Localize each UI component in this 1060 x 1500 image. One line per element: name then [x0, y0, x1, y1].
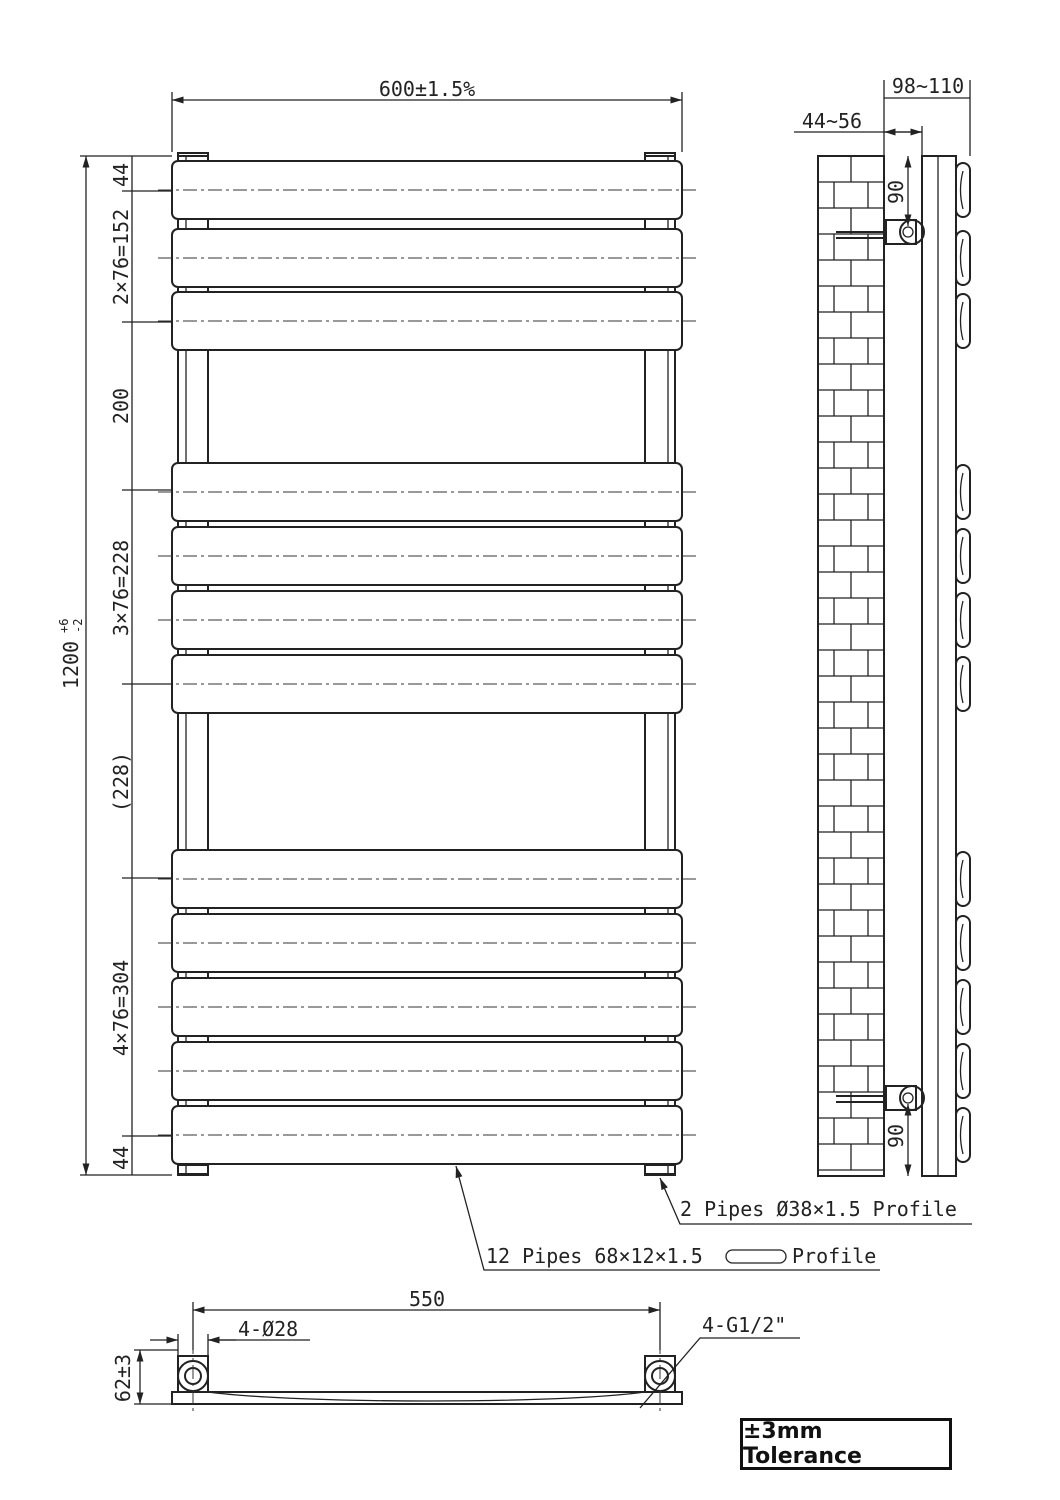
hole-dia-label: 4-Ø28 — [238, 1317, 299, 1341]
dim-group1-label: 2×76=152 — [109, 208, 133, 306]
flat-panel-group — [158, 161, 696, 1164]
brick-pattern — [818, 156, 884, 1170]
bottom-bracket — [836, 1086, 924, 1110]
tolerance-box — [740, 1418, 952, 1470]
height-tol-plus: +6 — [57, 618, 71, 633]
centres-label: 550 — [408, 1287, 446, 1311]
tolerance-note: ±3mm Tolerance — [743, 1419, 862, 1469]
dim-group2-label: 3×76=228 — [109, 539, 133, 637]
radiator-side-pipe — [922, 156, 956, 1176]
bracket-top-label: 90 — [884, 179, 908, 205]
wall-offset-label: 44~56 — [801, 109, 863, 133]
vertical-pipes-callout: 2 Pipes Ø38×1.5 Profile — [680, 1197, 957, 1221]
overall-height-label: 1200 — [59, 640, 83, 690]
total-depth-label: 98~110 — [891, 74, 965, 98]
panel-profiles — [956, 163, 970, 1162]
dim-top-label: 44 — [109, 162, 133, 188]
dim-bottom-label: 44 — [109, 1145, 133, 1171]
flat-pipes-callout: 12 Pipes 68×12×1.5 — [486, 1244, 703, 1268]
bottom-view — [111, 1287, 800, 1412]
dim-group3-label: 4×76=304 — [109, 959, 133, 1057]
top-bracket — [836, 220, 924, 244]
dim-gap2-label: (228) — [109, 751, 133, 813]
height-tol-minus: -2 — [71, 618, 85, 633]
bottom-panel — [172, 1392, 682, 1404]
overall-width-label: 600±1.5% — [378, 77, 476, 101]
front-view — [57, 77, 972, 1270]
flat-pipes-profile-label: Profile — [792, 1244, 877, 1268]
dim-gap1-label: 200 — [109, 387, 133, 425]
wall — [818, 156, 884, 1176]
connection-label: 4-G1/2" — [702, 1313, 787, 1337]
flat-profile-icon — [726, 1250, 786, 1263]
bracket-bottom-label: 90 — [884, 1123, 908, 1149]
bottom-depth-label: 62±3 — [111, 1353, 135, 1403]
side-view — [794, 74, 970, 1176]
